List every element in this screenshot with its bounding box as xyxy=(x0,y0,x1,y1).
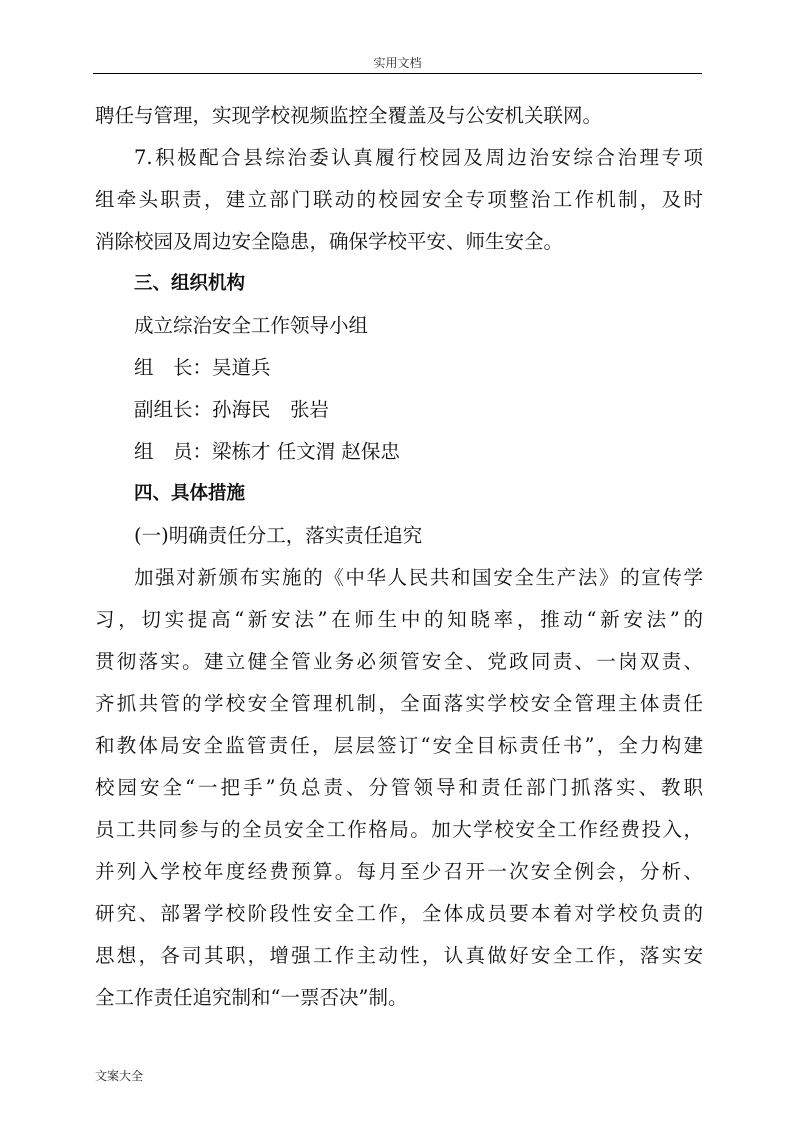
body-line: 齐抓共管的学校安全管理机制，全面落实学校安全管理主体责任 xyxy=(95,692,703,715)
section-heading: 三、组织机构 xyxy=(134,273,246,294)
header-title: 实用文档 xyxy=(373,56,422,70)
body-line: 7.积极配合县综治委认真履行校园及周边治安综合治理专项 xyxy=(134,146,703,169)
body-line: 消除校园及周边安全隐患，确保学校平安、师生安全。 xyxy=(95,230,564,253)
body-line: 成立综治安全工作领导小组 xyxy=(134,314,369,337)
body-line: 全工作责任追究制和“一票否决”制。 xyxy=(95,986,408,1009)
header-divider xyxy=(93,73,702,74)
body-line: 副组长：孙海民 张岩 xyxy=(134,398,330,421)
body-line: 组 员：梁栋才 任文渭 赵保忠 xyxy=(134,440,400,463)
body-line: 贯彻落实。建立健全管业务必须管安全、党政同责、一岗双责、 xyxy=(95,650,703,673)
body-line: 员工共同参与的全员安全工作格局。加大学校安全工作经费投入， xyxy=(95,818,703,841)
subsection-heading: (一)明确责任分工，落实责任追究 xyxy=(134,524,423,547)
body-line: 习，切实提高“新安法”在师生中的知晓率，推动“新安法”的 xyxy=(95,608,703,631)
body-line: 校园安全“一把手”负总责、分管领导和责任部门抓落实、教职 xyxy=(95,776,703,799)
body-line: 并列入学校年度经费预算。每月至少召开一次安全例会，分析、 xyxy=(95,860,703,883)
body-line: 组 长：吴道兵 xyxy=(134,356,271,379)
document-body xyxy=(95,95,703,1019)
body-line: 思想，各司其职，增强工作主动性，认真做好安全工作，落实安 xyxy=(95,944,703,967)
body-line: 聘任与管理，实现学校视频监控全覆盖及与公安机关联网。 xyxy=(95,104,603,127)
body-line: 和教体局安全监管责任，层层签订“安全目标责任书”，全力构建 xyxy=(95,734,703,757)
section-heading: 四、具体措施 xyxy=(134,483,246,504)
footer-label: 文案大全 xyxy=(95,1069,144,1083)
body-line: 加强对新颁布实施的《中华人民共和国安全生产法》的宣传学 xyxy=(134,566,703,589)
body-line: 研究、部署学校阶段性安全工作，全体成员要本着对学校负责的 xyxy=(95,902,703,925)
page-header xyxy=(93,0,702,74)
body-line: 组牵头职责，建立部门联动的校园安全专项整治工作机制，及时 xyxy=(95,188,703,211)
